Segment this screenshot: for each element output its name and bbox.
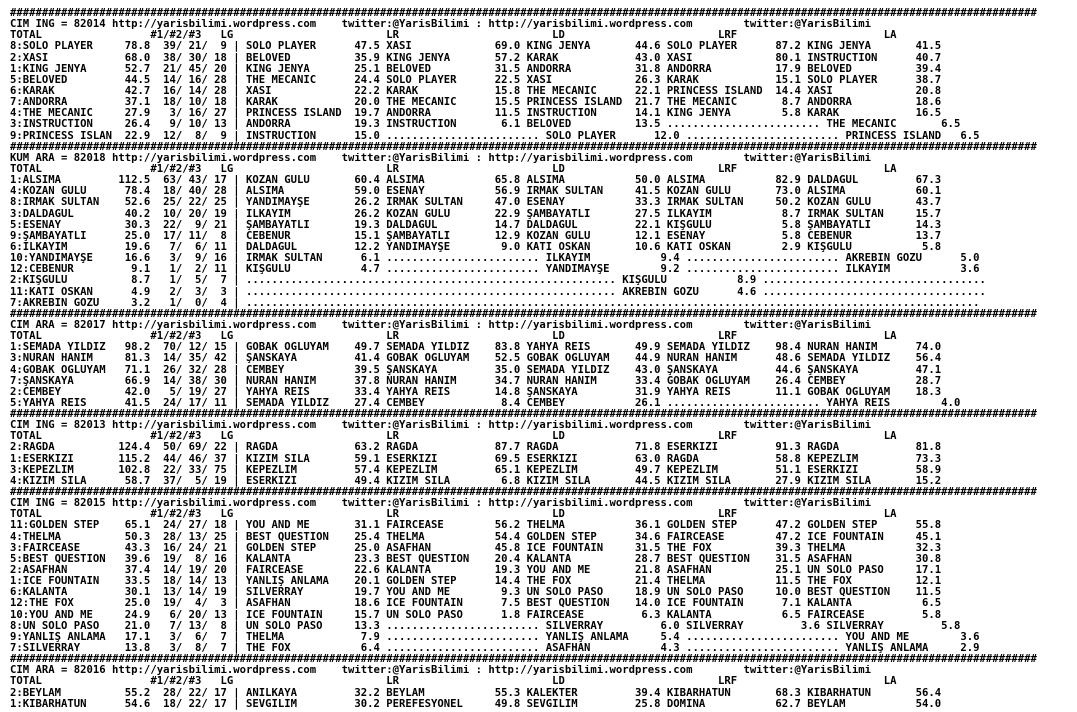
- race-header: KUM ARA = 82018 http://yarisbilimi.wordpress.com twitter:@YarisBilimi : http://yarisbilimi.wordpress.com twitter:@YarisBilimi: [10, 152, 872, 164]
- column-header: TOTAL #1/#2/#3 LG LR LD LRF LA: [10, 509, 897, 521]
- result-row: 8:UN SOLO PASO 21.0 7/ 13/ 8 | UN SOLO PASO 13.3 ........................ SILVERRAY 6.0 SILVERRAY 3.6 SILVERRAY 5.8: [10, 620, 961, 632]
- column-header: TOTAL #1/#2/#3 LG LR LD LRF LA: [10, 676, 897, 688]
- result-row: 6:KARAK 42.7 16/ 14/ 28 | XASİ 22.2 KARAK 15.8 THE MECANIC 22.1 PRINCESS ISLAND 14.4 XASİ 20.8: [10, 85, 942, 97]
- result-row: 1:ICE FOUNTAIN 33.5 18/ 14/ 13 | YANLIŞ ANLAMA 20.1 GOLDEN STEP 14.4 THE FOX 21.4 THELMA 11.5 THE FOX 12.1: [10, 576, 942, 588]
- result-row: 7:SILVERRAY 13.8 3/ 8/ 7 | THE FOX 6.4 ........................ ASAFHAN 4.3 ........................ YANLIŞ ANLAMA 2.9: [10, 643, 980, 655]
- result-row: 3:KEPEZLİM 102.8 22/ 33/ 75 | KEPEZLİM 57.4 KEPEZLİM 65.1 KEPEZLİM 49.7 KEPEZLİM 51.1 ESERKIZI 58.9: [10, 464, 942, 476]
- result-row: 3:INSTRUCTION 26.4 9/ 10/ 13 | ANDORRA 19.3 INSTRUCTION 6.1 BELOVED 13.5 ........................ THE MECANIC 6.5: [10, 119, 961, 131]
- result-row: 1:SEMADA YILDIZ 98.2 70/ 12/ 15 | GOBAK OĞLUYAM 49.7 SEMADA YILDIZ 83.8 YAHYA REİS 49.9 SEMADA YILDIZ 98.4 NURAN HANIM 74.0: [10, 342, 942, 354]
- result-row: 9:PRINCESS ISLAN 22.9 12/ 8/ 9 | INSTRUCTION 15.0 ........................ SOLO PLAYER 12.0 ........................ PRINCESS ISLAND 6.5: [10, 130, 980, 142]
- result-row: 4:THE MECANIC 27.9 3/ 16/ 27 | PRINCESS ISLAND 19.7 ANDORRA 11.5 INSTRUCTION 14.1 KING JENYA 5.8 KARAK 16.5: [10, 108, 942, 120]
- result-row: 7:AKREBİN GÖZÜ 3.2 1/ 0/ 4 | ...................................................................................................................: [10, 297, 980, 309]
- race-header: CIM ING = 82015 http://yarisbilimi.wordpress.com twitter:@YarisBilimi : http://yarisbilimi.wordpress.com twitter:@YarisBilimi: [10, 498, 872, 510]
- result-row: 2:ASAFHAN 37.4 14/ 19/ 20 | FAIRCEASE 22.6 KALANTA 19.3 YOU AND ME 21.8 ASAFHAN 25.1 UN SOLO PASO 17.1: [10, 565, 942, 577]
- result-row: 5:YAHYA REİS 41.5 24/ 17/ 11 | SEMADA YILDIZ 27.4 CEMBEY 8.4 CEMBEY 26.1 ........................ YAHYA REİS 4.0: [10, 397, 961, 409]
- result-row: 2:BEYLAM 55.2 28/ 22/ 17 | ANILKAYA 32.2 BEYLAM 55.3 KALEKTER 39.4 KIBARHATUN 68.3 KIBARHATUN 56.4: [10, 687, 942, 699]
- result-row: 4:KOZAN GÜLÜ 78.4 18/ 40/ 28 | ALSİMA 59.0 ESENAY 56.9 IRMAK SULTAN 41.5 KOZAN GÜLÜ 73.0 ALSİMA 60.1: [10, 186, 942, 198]
- column-header: TOTAL #1/#2/#3 LG LR LD LRF LA: [10, 30, 897, 42]
- result-row: 3:NURAN HANIM 81.3 14/ 35/ 42 | ŞANSKAYA 41.4 GOBAK OĞLUYAM 52.5 GOBAK OĞLUYAM 44.9 NURAN HANIM 48.6 SEMADA YILDIZ 56.4: [10, 353, 942, 365]
- result-row: 10:YANDIMAYŞE 16.6 3/ 9/ 16 | IRMAK SULTAN 6.1 ........................ İLKAYIM 9.4 ........................ AKREBİN GÖZÜ 5.0: [10, 253, 980, 265]
- race-report-text: [10, 8, 1037, 710]
- section-separator: #################################################################################################################################################################: [10, 141, 1037, 153]
- section-separator: #################################################################################################################################################################: [10, 8, 1037, 19]
- result-row: 2:RAGDA 124.4 50/ 69/ 22 | RAGDA 63.2 RAGDA 87.7 RAGDA 71.8 ESERKIZI 91.3 RAGDA 81.8: [10, 442, 942, 454]
- result-row: 5:ESENAY 30.3 22/ 9/ 21 | ŞAMBAYATLI 19.3 DALDAGÜL 14.7 DALDAGÜL 22.1 KIŞGÜLÜ 5.8 ŞAMBAYATLI 14.3: [10, 219, 942, 231]
- result-row: 5:BEST QUESTION 39.6 19/ 8/ 16 | KALANTA 23.3 BEST QUESTION 20.4 KALANTA 28.7 BEST QUESTION 31.5 ASAFHAN 30.8: [10, 553, 942, 565]
- column-header: TOTAL #1/#2/#3 LG LR LD LRF LA: [10, 431, 897, 443]
- section-separator: #################################################################################################################################################################: [10, 409, 1037, 421]
- result-row: 1:ALSİMA 112.5 63/ 43/ 17 | KOZAN GÜLÜ 60.4 ALSİMA 65.8 ALSİMA 50.0 ALSİMA 82.9 DALDAGÜL 67.3: [10, 175, 942, 187]
- result-row: 2:KIŞGÜLÜ 8.7 1/ 5/ 7 | .......................................................... KIŞGÜLÜ 8.9 ...................................: [10, 275, 986, 287]
- race-header: CIM ARA = 82016 http://yarisbilimi.wordpress.com twitter:@YarisBilimi : http://yarisbilimi.wordpress.com twitter:@YarisBilimi: [10, 665, 872, 677]
- result-row: 8:IRMAK SULTAN 52.6 25/ 22/ 25 | YANDIMAYŞE 26.2 IRMAK SULTAN 47.0 ESENAY 33.3 IRMAK SULTAN 50.2 KOZAN GÜLÜ 43.7: [10, 197, 942, 209]
- section-separator: #################################################################################################################################################################: [10, 487, 1037, 499]
- result-row: 9:YANLIŞ ANLAMA 17.1 3/ 6/ 7 | THELMA 7.9 ........................ YANLIŞ ANLAMA 5.4 ........................ YOU AND ME 3.6: [10, 631, 980, 643]
- result-row: 2:CEMBEY 42.0 5/ 19/ 27 | YAHYA REİS 33.4 YAHYA REİS 14.8 ŞANSKAYA 31.9 YAHYA REİS 11.1 GOBAK OĞLUYAM 18.3: [10, 386, 942, 398]
- race-header: CIM ARA = 82017 http://yarisbilimi.wordpress.com twitter:@YarisBilimi : http://yarisbilimi.wordpress.com twitter:@YarisBilimi: [10, 319, 872, 331]
- race-header: CIM ING = 82013 http://yarisbilimi.wordpress.com twitter:@YarisBilimi : http://yarisbilimi.wordpress.com twitter:@YarisBilimi: [10, 420, 872, 432]
- result-row: 6:İLKAYIM 19.6 7/ 6/ 11 | DALDAGÜL 12.2 YANDIMAYŞE 9.0 KATI ÖSKAN 10.6 KATI ÖSKAN 2.9 KIŞGÜLÜ 5.8: [10, 241, 942, 253]
- result-row: 4:GOBAK OĞLUYAM 71.1 26/ 32/ 28 | CEMBEY 39.5 ŞANSKAYA 35.0 SEMADA YILDIZ 43.0 ŞANSKAYA 44.6 ŞANSKAYA 47.1: [10, 364, 942, 376]
- result-row: 2:XASİ 68.0 38/ 30/ 18 | BELOVED 35.9 KING JENYA 57.2 KARAK 43.0 XASİ 80.1 INSTRUCTION 40.7: [10, 52, 942, 64]
- result-row: 8:SOLO PLAYER 78.8 39/ 21/ 9 | SOLO PLAYER 47.5 XASİ 69.0 KING JENYA 44.6 SOLO PLAYER 87.2 KING JENYA 41.5: [10, 41, 942, 53]
- column-header: TOTAL #1/#2/#3 LG LR LD LRF LA: [10, 331, 897, 343]
- column-header: TOTAL #1/#2/#3 LG LR LD LRF LA: [10, 163, 897, 175]
- result-row: 4:THELMA 50.3 28/ 13/ 25 | BEST QUESTION 25.4 THELMA 54.4 GOLDEN STEP 34.6 FAIRCEASE 47.2 ICE FOUNTAIN 45.1: [10, 531, 942, 543]
- result-row: 9:ŞAMBAYATLI 25.0 17/ 11/ 8 | CEBENUR 15.1 ŞAMBAYATLI 12.9 KOZAN GÜLÜ 12.1 ESENAY 5.8 CEBENUR 13.7: [10, 230, 942, 242]
- result-row: 3:FAIRCEASE 43.3 16/ 24/ 21 | GOLDEN STEP 25.0 ASAFHAN 45.8 ICE FOUNTAIN 31.5 THE FOX 39.3 THELMA 32.3: [10, 542, 942, 554]
- result-row: 1:KIBARHATUN 54.6 18/ 22/ 17 | SEVGİLİM 30.2 PEREFESYONEL 49.8 SEVGİLİM 25.8 DOMİNA 62.7 BEYLAM 54.0: [10, 698, 942, 710]
- section-separator: #################################################################################################################################################################: [10, 654, 1037, 666]
- result-row: 7:ŞANSKAYA 66.9 14/ 38/ 30 | NURAN HANIM 37.8 NURAN HANIM 34.7 NURAN HANIM 33.4 GOBAK OĞLUYAM 26.4 CEMBEY 28.7: [10, 375, 942, 387]
- result-row: 10:YOU AND ME 24.9 6/ 20/ 13 | ICE FOUNTAIN 15.7 UN SOLO PASO 1.8 FAIRCEASE 6.3 KALANTA 6.5 FAIRCEASE 5.8: [10, 609, 942, 621]
- result-row: 3:DALDAGÜL 40.2 10/ 20/ 19 | İLKAYIM 26.2 KOZAN GÜLÜ 22.9 ŞAMBAYATLI 27.5 İLKAYIM 8.7 IRMAK SULTAN 15.7: [10, 208, 942, 220]
- result-row: 11:KATI ÖSKAN 4.9 2/ 3/ 3 | .......................................................... AKREBİN GÖZÜ 4.6 ...................................: [10, 286, 986, 298]
- result-row: 5:BELOVED 44.5 14/ 16/ 28 | THE MECANIC 24.4 SOLO PLAYER 22.5 XASİ 26.3 KARAK 15.1 SOLO PLAYER 38.7: [10, 74, 942, 86]
- result-row: 1:ESERKIZI 115.2 44/ 46/ 37 | KIZIM SILA 59.1 ESERKIZI 69.5 ESERKIZI 63.0 RAGDA 58.8 KEPEZLİM 73.3: [10, 453, 942, 465]
- result-row: 11:GOLDEN STEP 65.1 24/ 27/ 18 | YOU AND ME 31.1 FAIRCEASE 56.2 THELMA 36.1 GOLDEN STEP 47.2 GOLDEN STEP 55.8: [10, 520, 942, 532]
- result-row: 6:KALANTA 30.1 13/ 14/ 19 | SILVERRAY 19.7 YOU AND ME 9.3 UN SOLO PASO 18.9 UN SOLO PASO 10.0 BEST QUESTION 11.5: [10, 587, 942, 599]
- race-header: CIM ING = 82014 http://yarisbilimi.wordpress.com twitter:@YarisBilimi : http://yarisbilimi.wordpress.com twitter:@YarisBilimi: [10, 19, 872, 31]
- result-row: 12:THE FOX 25.0 19/ 4/ 3 | ASAFHAN 18.6 ICE FOUNTAIN 7.5 BEST QUESTION 14.0 ICE FOUNTAIN 7.1 KALANTA 6.5: [10, 598, 942, 610]
- section-separator: #################################################################################################################################################################: [10, 308, 1037, 320]
- result-row: 1:KING JENYA 52.7 21/ 45/ 20 | KING JENYA 25.1 BELOVED 31.5 ANDORRA 31.8 ANDORRA 17.9 BELOVED 39.4: [10, 63, 942, 75]
- result-row: 12:CEBENUR 9.1 1/ 2/ 11 | KIŞGÜLÜ 4.7 ........................ YANDIMAYŞE 9.2 ........................ İLKAYIM 3.6: [10, 264, 980, 276]
- result-row: 7:ANDORRA 37.1 18/ 10/ 18 | KARAK 20.0 THE MECANIC 15.5 PRINCESS ISLAND 21.7 THE MECANIC 8.7 ANDORRA 18.6: [10, 97, 942, 109]
- result-row: 4:KIZIM SILA 58.7 37/ 5/ 19 | ESERKIZI 49.4 KIZIM SILA 6.8 KIZIM SILA 44.5 KIZIM SILA 27.9 KIZIM SILA 15.2: [10, 475, 942, 487]
